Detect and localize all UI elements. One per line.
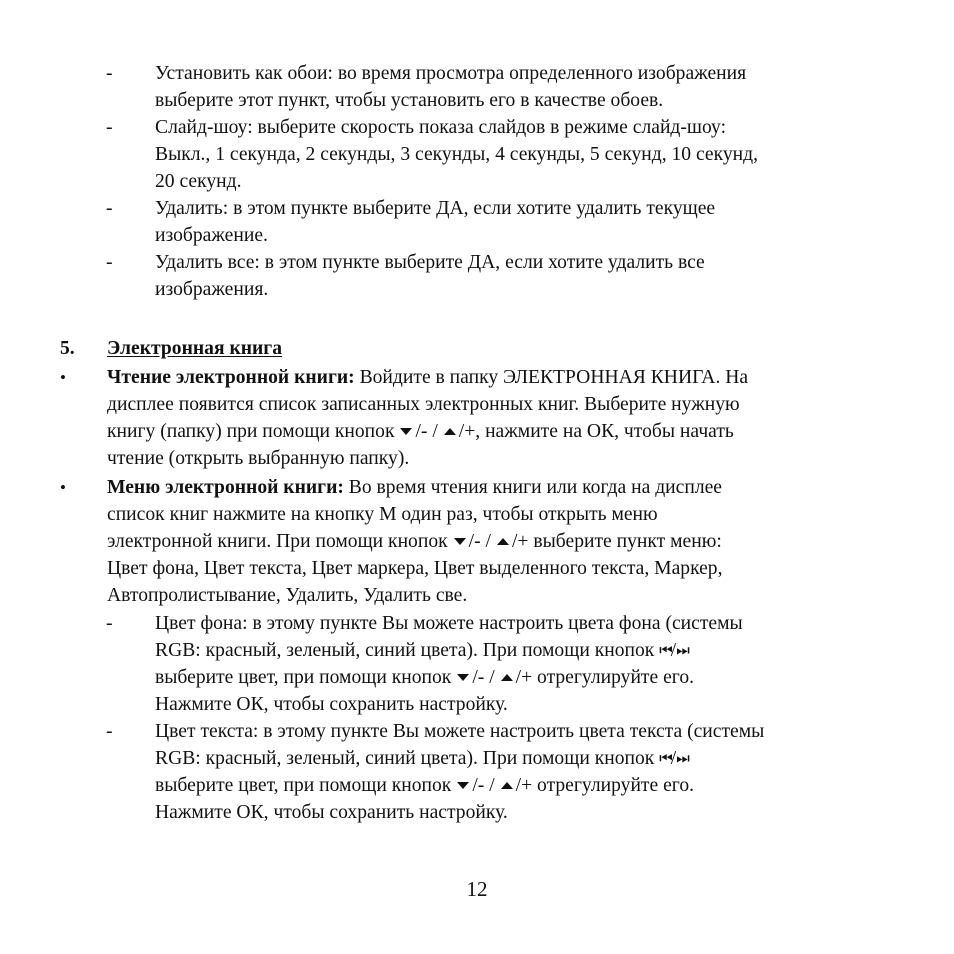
skip-previous-icon: ⏮: [659, 749, 671, 767]
triangle-up-icon: [444, 428, 456, 435]
triangle-down-icon: [400, 428, 412, 435]
text-color-line-4: Нажмите ОК, чтобы сохранить настройку.: [155, 802, 508, 823]
triangle-down-icon: [457, 782, 469, 789]
text-color-line-1: Цвет текста: в этому пункте Вы можете настроить цвета текста (системы: [155, 721, 765, 742]
reading-line-1: Войдите в папку ЭЛЕКТРОННАЯ КНИГА. На: [354, 367, 749, 388]
dash-marker: -: [106, 721, 113, 742]
dash-marker: -: [106, 252, 113, 273]
menu-line-3: электронной книги. При помощи кнопок /- / /+ выберите пункт меню:: [107, 531, 722, 552]
triangle-up-icon: [497, 538, 509, 545]
list-item-line: изображение.: [155, 225, 268, 246]
reading-line-3: книгу (папку) при помощи кнопок /- / /+, нажмите на ОК, чтобы начать: [107, 421, 734, 442]
dash-marker: -: [106, 613, 113, 634]
list-item-line: Выкл., 1 секунда, 2 секунды, 3 секунды, 4 секунды, 5 секунд, 10 секунд,: [155, 144, 759, 165]
bullet-dot: •: [60, 478, 66, 497]
dash-marker: -: [106, 63, 113, 84]
list-item-line: Установить как обои: во время просмотра определенного изображения: [155, 63, 747, 84]
bg-color-line-2: RGB: красный, зеленый, синий цвета). При помощи кнопок ⏮/⏭: [155, 637, 688, 664]
list-item-line: 20 секунд.: [155, 171, 242, 192]
top-dash-list: [0, 60, 954, 303]
menu-line-1: Во время чтения книги или когда на дисплее: [343, 477, 722, 498]
section-number: 5.: [60, 338, 75, 359]
skip-next-icon: ⏭: [676, 641, 688, 659]
reading-line-2: дисплее появится список записанных электронных книг. Выберите нужную: [107, 394, 740, 415]
text-color-line-2: RGB: красный, зеленый, синий цвета). При помощи кнопок ⏮/⏭: [155, 745, 688, 772]
reading-bold-label: Чтение электронной книги:: [107, 367, 355, 388]
bg-color-line-1: Цвет фона: в этому пункте Вы можете настроить цвета фона (системы: [155, 613, 743, 634]
list-item-line: выберите этот пункт, чтобы установить его в качестве обоев.: [155, 90, 664, 111]
reading-line-4: чтение (открыть выбранную папку).: [107, 448, 410, 469]
list-item-line: Удалить: в этом пункте выберите ДА, если хотите удалить текущее: [155, 198, 716, 219]
menu-bold-label: Меню электронной книги:: [107, 477, 344, 498]
skip-next-icon: ⏭: [676, 749, 688, 767]
menu-line-5: Автопролистывание, Удалить, Удалить све.: [107, 585, 468, 606]
sub-item-bg-color: [0, 610, 954, 718]
list-item-line: Удалить все: в этом пункте выберите ДА, если хотите удалить все: [155, 252, 705, 273]
menu-line-4: Цвет фона, Цвет текста, Цвет маркера, Цвет выделенного текста, Маркер,: [107, 558, 723, 579]
section-title: Электронная книга: [107, 338, 283, 359]
section-heading: [0, 335, 954, 362]
bullet-reading: [0, 364, 954, 472]
triangle-up-icon: [501, 674, 513, 681]
triangle-down-icon: [454, 538, 466, 545]
triangle-up-icon: [501, 782, 513, 789]
list-item-line: изображения.: [155, 279, 269, 300]
page-number: 12: [466, 877, 488, 901]
skip-previous-icon: ⏮: [659, 641, 671, 659]
dash-marker: -: [106, 117, 113, 138]
list-item-line: Слайд-шоу: выберите скорость показа слайдов в режиме слайд-шоу:: [155, 117, 727, 138]
bg-color-line-3: выберите цвет, при помощи кнопок /- / /+ отрегулируйте его.: [155, 667, 695, 688]
sub-item-text-color: [0, 718, 954, 826]
bg-color-line-4: Нажмите ОК, чтобы сохранить настройку.: [155, 694, 508, 715]
text-color-line-3: выберите цвет, при помощи кнопок /- / /+ отрегулируйте его.: [155, 775, 695, 796]
bullet-dot: •: [60, 368, 66, 387]
triangle-down-icon: [457, 674, 469, 681]
menu-line-2: список книг нажмите на кнопку М один раз, чтобы открыть меню: [107, 504, 658, 525]
dash-marker: -: [106, 198, 113, 219]
bullet-menu: [0, 474, 954, 609]
